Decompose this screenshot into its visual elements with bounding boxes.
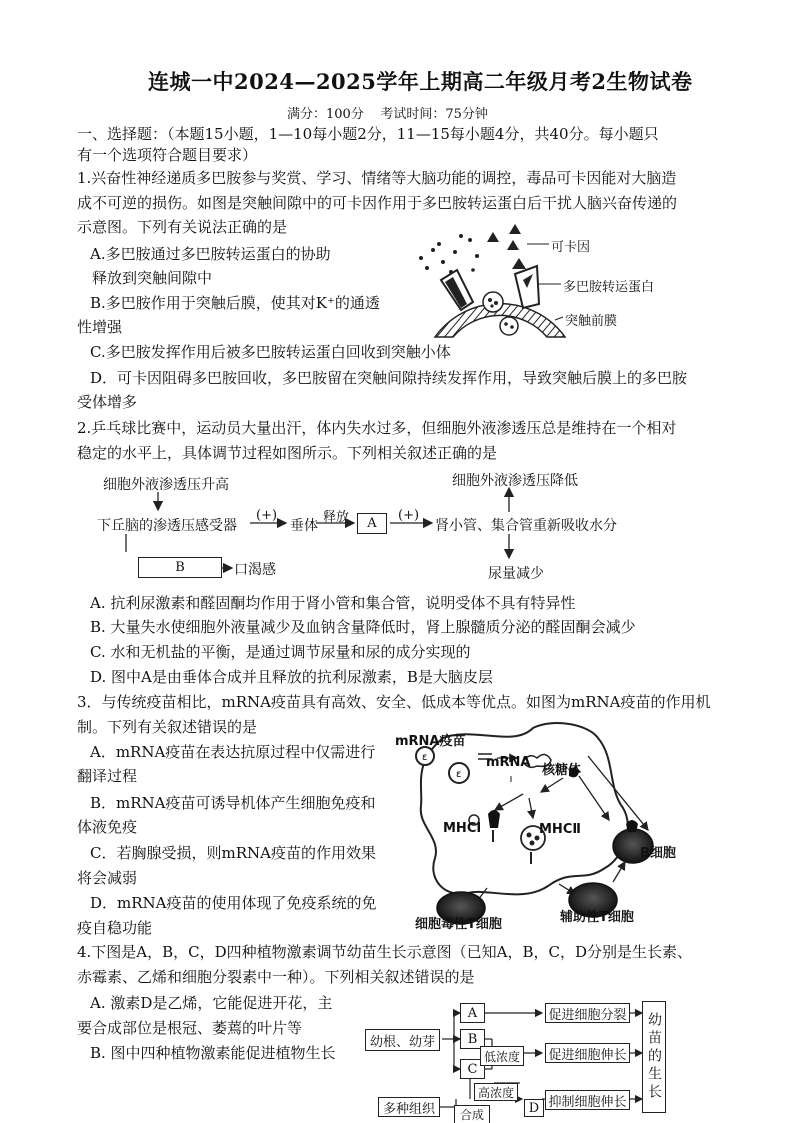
q1-option-a-cont: 释放到突触间隙中	[92, 269, 213, 287]
flow-plus-2: (+)	[398, 508, 420, 523]
svg-text:ε: ε	[456, 769, 462, 780]
q4-option-a-cont: 要合成部位是根冠、萎蔫的叶片等	[77, 1019, 303, 1037]
flow-plus-1: (+)	[256, 508, 278, 523]
diagram-box-c: C	[460, 1059, 485, 1079]
flow-osmotic-rise: 细胞外液渗透压升高	[103, 477, 229, 493]
q3-option-c[interactable]: C．若胸腺受损，则mRNA疫苗的作用效果	[90, 844, 376, 862]
label-transporter: 多巴胺转运蛋白	[563, 280, 655, 295]
q4-stem-line2: 赤霉素、乙烯和细胞分裂素中一种）。下列相关叙述错误的是	[77, 968, 475, 986]
flow-receptor: 下丘脑的渗透压感受器	[97, 518, 237, 534]
diagram-inhibit-elongation: 抑制细胞伸长	[545, 1090, 630, 1110]
diagram-box-b: B	[460, 1029, 485, 1049]
section-heading: 一、选择题：（本题15小题，1—10每小题2分，11—15每小题4分，共40分。每小题只	[77, 125, 659, 143]
diagram-synthesis: 合成	[454, 1105, 490, 1123]
flow-urine: 尿量减少	[488, 566, 544, 582]
q2-stem-line1: 2.乒乓球比赛中，运动员大量出汗，体内失水过多，但细胞外液渗透压总是维持在一个相对	[77, 419, 677, 437]
diagram-promote-division: 促进细胞分裂	[545, 1003, 630, 1023]
q1-option-d[interactable]: D．可卡因阻碍多巴胺回收，多巴胺留在突触间隙持续发挥作用，导致突触后膜上的多巴胺	[90, 369, 688, 387]
q2-option-c[interactable]: C. 水和无机盐的平衡，是通过调节尿量和尿的成分实现的	[90, 643, 471, 661]
diagram-root-bud: 幼根、幼芽	[365, 1029, 440, 1051]
cocaine-molecule	[507, 240, 519, 250]
q1-option-b-cont: 性增强	[77, 318, 123, 336]
flow-pituitary: 垂体	[290, 518, 318, 534]
label-helper-t-cell: 辅助性T细胞	[560, 910, 634, 925]
flow-box-a: A	[357, 513, 387, 534]
q1-option-b[interactable]: B.多巴胺作用于突触后膜，使其对K⁺的通透	[90, 294, 380, 312]
flow-box-b: B	[138, 557, 222, 578]
flow-kidney: 肾小管、集合管重新吸收水分	[435, 518, 617, 534]
flow-osmotic-drop: 细胞外液渗透压降低	[452, 473, 578, 489]
q1-option-d-cont: 受体增多	[77, 393, 138, 411]
q1-option-a[interactable]: A.多巴胺通过多巴胺转运蛋白的协助	[90, 245, 331, 263]
dopamine-molecules	[419, 234, 479, 274]
diagram-box-a: A	[460, 1003, 485, 1023]
cocaine-molecule	[509, 224, 521, 234]
diagram-box-d: D	[524, 1099, 544, 1117]
cocaine-molecule	[512, 258, 526, 269]
label-b-cell: B细胞	[640, 846, 676, 861]
q3-option-b[interactable]: B．mRNA疫苗可诱导机体产生细胞免疫和	[90, 794, 376, 812]
flow-release: 释放	[323, 510, 350, 525]
label-cocaine: 可卡因	[551, 240, 591, 255]
transporter-right	[515, 266, 539, 308]
label-mrna: mRNA	[486, 755, 531, 770]
q3-option-c-cont: 将会减弱	[77, 869, 138, 887]
q1-stem-line2: 成不可逆的损伤。如图是突触间隙中的可卡因作用于多巴胺转运蛋白后干扰人脑兴奋传递的	[77, 194, 678, 212]
transporter-left	[441, 270, 473, 310]
osmotic-flow-arrows	[90, 468, 650, 588]
flow-thirst: 口渴感	[234, 562, 276, 578]
q3-option-b-cont: 体液免疫	[77, 818, 138, 836]
q3-option-a[interactable]: A．mRNA疫苗在表达抗原过程中仅需进行	[90, 743, 376, 761]
label-mhc2: MHCⅡ	[539, 822, 581, 837]
diagram-high-conc: 高浓度	[474, 1083, 518, 1101]
q2-stem-line2: 稳定的水平上，具体调节过程如图所示。下列相关叙述正确的是	[77, 444, 498, 462]
label-mhc1: MHCⅠ	[443, 821, 482, 836]
page-title: 连城一中2024—2025学年上期高二年级月考2生物试卷	[148, 69, 693, 94]
label-cytotoxic-t-cell: 细胞毒性T细胞	[415, 917, 502, 932]
exam-info: 满分：100分 考试时间：75分钟	[287, 107, 488, 122]
cocaine-molecule	[487, 232, 499, 242]
q4-stem-line1: 4.下图是A，B，C，D四种植物激素调节幼苗生长示意图（已知A，B，C，D分别是生长素、	[77, 943, 693, 961]
diagram-seedling-growth: 幼苗的生长	[642, 1001, 666, 1113]
q2-option-d[interactable]: D. 图中A是由垂体合成并且释放的抗利尿激素，B是大脑皮层	[90, 668, 493, 686]
q3-option-d-cont: 疫自稳功能	[77, 919, 153, 937]
label-presynaptic-membrane: 突触前膜	[565, 314, 618, 329]
svg-text:ε: ε	[422, 752, 428, 763]
q3-option-a-cont: 翻译过程	[77, 767, 138, 785]
q4-option-a[interactable]: A. 激素D是乙烯，它能促进开花，主	[90, 994, 333, 1012]
q3-option-d[interactable]: D．mRNA疫苗的使用体现了免疫系统的免	[90, 894, 377, 912]
label-ribosome: 核糖体	[542, 763, 582, 778]
label-mrna-vaccine: mRNA疫苗	[395, 734, 466, 749]
diagram-low-conc: 低浓度	[480, 1046, 524, 1066]
q2-option-b[interactable]: B. 大量失水使细胞外液量减少及血钠含量降低时，肾上腺髓质分泌的醛固酮会减少	[90, 618, 636, 636]
vesicle	[500, 317, 518, 335]
q1-stem-line3: 示意图。下列有关说法正确的是	[77, 218, 288, 236]
q3-stem-line1: 3．与传统疫苗相比，mRNA疫苗具有高效、安全、低成本等优点。如图为mRNA疫苗的作用机	[77, 693, 711, 711]
diagram-tissues: 多种组织	[378, 1097, 440, 1117]
q1-stem-line1: 1.兴奋性神经递质多巴胺参与奖赏、学习、情绪等大脑功能的调控，毒品可卡因能对大脑造	[77, 169, 677, 187]
q2-option-a[interactable]: A. 抗利尿激素和醛固酮均作用于肾小管和集合管，说明受体不具有特异性	[90, 594, 576, 612]
q4-option-b[interactable]: B. 图中四种植物激素能促进植物生长	[90, 1044, 336, 1062]
mhc1-molecule	[488, 810, 500, 828]
q1-option-c[interactable]: C.多巴胺发挥作用后被多巴胺转运蛋白回收到突触小体	[90, 343, 451, 361]
diagram-promote-elongation: 促进细胞伸长	[545, 1043, 630, 1063]
q3-stem-line2: 制。下列有关叙述错误的是	[77, 718, 258, 736]
section-heading-cont: 有一个选项符合题目要求）	[77, 146, 258, 164]
vesicle	[483, 292, 503, 312]
